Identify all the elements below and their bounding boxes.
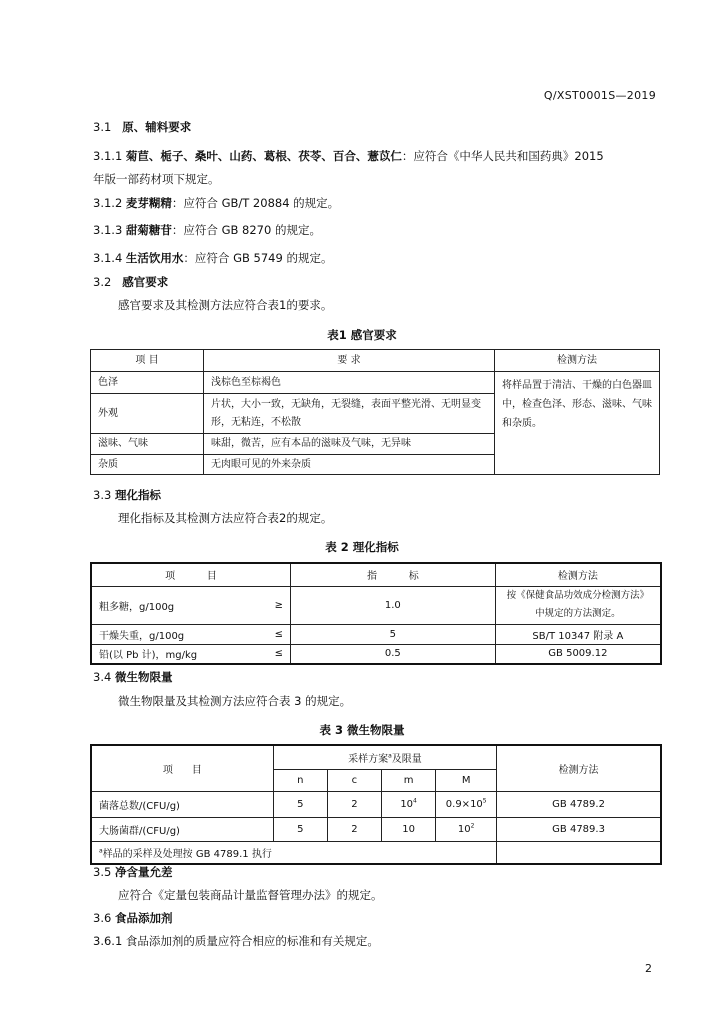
plan-suffix: 及限量 xyxy=(391,753,422,765)
cell-n: 5 xyxy=(273,791,327,817)
clause-label: 菊苣、栀子、桑叶、山药、葛根、茯苓、百合、薏苡仁 xyxy=(125,149,402,163)
clause-text: ：应符合 GB 8270 的规定。 xyxy=(171,223,321,237)
cell-M xyxy=(436,817,497,841)
cell-method: GB 5009.12 xyxy=(495,644,661,664)
plan-label: 采样方案 xyxy=(348,753,389,765)
table-row xyxy=(91,791,661,817)
section-3-5-heading xyxy=(93,864,172,880)
header-item: 项 目 xyxy=(91,563,290,586)
cell-method: 按《保健食品功效成分检测方法》中规定的方法测定。 xyxy=(495,586,661,624)
cell-operator: ≤ xyxy=(254,644,290,664)
note-text: 样品的采样及处理按 GB 4789.1 执行 xyxy=(102,848,272,860)
cell-item: 杂质 xyxy=(91,455,204,475)
cell-value: 0.5 xyxy=(290,644,495,664)
section-3-6-heading xyxy=(93,910,172,926)
cell-item: 外观 xyxy=(91,394,204,434)
table-row xyxy=(91,624,661,644)
cell-c: 2 xyxy=(327,817,381,841)
cell-value: 1.0 xyxy=(290,586,495,624)
section-title: 理化指标 xyxy=(114,488,161,502)
section-number: 3.5 xyxy=(93,865,112,879)
section-3-3-text: 理化指标及其检测方法应符合表2的规定。 xyxy=(118,511,333,525)
cell-requirement: 片状，大小一致，无缺角，无裂缝，表面平整光滑、无明显变形，无粘连，不松散 xyxy=(204,394,495,434)
header-item: 项 目 xyxy=(91,350,204,372)
table1-caption: 表1 感官要求 xyxy=(327,328,397,342)
section-3-4-heading xyxy=(93,669,172,685)
table2-physicochemical xyxy=(90,562,662,665)
page-number: 2 xyxy=(645,962,652,975)
exponent: 2 xyxy=(470,822,475,830)
clause-3-1-1-continuation: 年版一部药材项下规定。 xyxy=(93,172,220,186)
empty-cell xyxy=(497,841,661,864)
document-code: Q/XST0001S—2019 xyxy=(543,89,656,102)
section-number: 3.6 xyxy=(93,911,112,925)
section-3-4-text: 微生物限量及其检测方法应符合表 3 的规定。 xyxy=(118,694,352,708)
cell-m xyxy=(381,791,435,817)
cell-requirement: 味甜，微苦，应有本品的滋味及气味，无异味 xyxy=(204,434,495,455)
section-title: 净含量允差 xyxy=(114,865,173,879)
cell-c: 2 xyxy=(327,791,381,817)
section-title: 微生物限量 xyxy=(114,670,173,684)
clause-3-1-4 xyxy=(93,250,332,266)
header-method: 检测方法 xyxy=(495,563,661,586)
table1-sensory xyxy=(90,349,660,475)
cell-requirement: 无肉眼可见的外来杂质 xyxy=(204,455,495,475)
exponent: 5 xyxy=(482,797,487,805)
section-3-5-text: 应符合《定量包装商品计量监督管理办法》的规定。 xyxy=(118,888,383,902)
clause-label: 甜菊糖苷 xyxy=(125,223,172,237)
section-3-2-heading xyxy=(93,274,168,290)
clause-number: 3.6.1 xyxy=(93,934,123,948)
clause-text: ：应符合 GB/T 20884 的规定。 xyxy=(171,196,340,210)
table-row xyxy=(91,586,661,624)
cell-item: 菌落总数/(CFU/g) xyxy=(91,791,273,817)
table-row xyxy=(91,644,661,664)
header-indicator: 指 标 xyxy=(290,563,495,586)
table-header-row xyxy=(91,563,661,586)
footnote-marker: a xyxy=(388,752,392,760)
cell-item: 色泽 xyxy=(91,372,204,394)
section-number: 3.4 xyxy=(93,670,112,684)
section-number: 3.2 xyxy=(93,275,112,289)
section-3-2-text: 感官要求及其检测方法应符合表1的要求。 xyxy=(118,298,333,312)
cell-M xyxy=(436,791,497,817)
section-3-3-heading xyxy=(93,487,161,503)
table3-caption: 表 3 微生物限量 xyxy=(319,723,405,737)
cell-item: 滋味、气味 xyxy=(91,434,204,455)
cell-item: 铅(以 Pb 计)，mg/kg xyxy=(91,644,254,664)
clause-text: 食品添加剂的质量应符合相应的标准和有关规定。 xyxy=(125,934,379,948)
clause-label: 麦芽糊精 xyxy=(125,196,172,210)
cell-method: 将样品置于清洁、干燥的白色器皿中，检查色泽、形态、滋味、气味和杂质。 xyxy=(495,372,660,475)
clause-3-6-1 xyxy=(93,933,379,949)
clause-number: 3.1.1 xyxy=(93,149,123,163)
header-requirement: 要 求 xyxy=(204,350,495,372)
header-method: 检测方法 xyxy=(495,350,660,372)
cell-value: 5 xyxy=(290,624,495,644)
cell-method: GB 4789.3 xyxy=(497,817,661,841)
clause-3-1-2 xyxy=(93,195,339,211)
header-n: n xyxy=(273,769,327,791)
clause-3-1-3 xyxy=(93,222,321,238)
value: 0.9×10 xyxy=(445,798,483,810)
clause-number: 3.1.2 xyxy=(93,196,123,210)
header-m: m xyxy=(381,769,435,791)
cell-method: GB 4789.2 xyxy=(497,791,661,817)
table3-microbial xyxy=(90,744,662,865)
clause-3-1-1 xyxy=(93,148,604,164)
table-note-row xyxy=(91,841,661,864)
table-row xyxy=(91,372,660,394)
cell-item: 粗多糖，g/100g xyxy=(91,586,254,624)
header-c: c xyxy=(327,769,381,791)
exponent: 4 xyxy=(413,797,417,805)
header-M: M xyxy=(436,769,497,791)
value: 10 xyxy=(457,823,471,835)
clause-text: ：应符合 GB 5749 的规定。 xyxy=(183,251,333,265)
cell-item: 大肠菌群/(CFU/g) xyxy=(91,817,273,841)
section-title: 原、辅料要求 xyxy=(122,120,192,134)
section-3-1-heading xyxy=(93,119,191,135)
cell-item: 干燥失重，g/100g xyxy=(91,624,254,644)
cell-requirement: 浅棕色至棕褐色 xyxy=(204,372,495,394)
cell-m xyxy=(381,817,435,841)
section-number: 3.1 xyxy=(93,120,112,134)
table-header-row xyxy=(91,745,661,769)
cell-operator: ≥ xyxy=(254,586,290,624)
table-note xyxy=(91,841,497,864)
section-title: 感官要求 xyxy=(122,275,169,289)
section-number: 3.3 xyxy=(93,488,112,502)
cell-n: 5 xyxy=(273,817,327,841)
cell-method: SB/T 10347 附录 A xyxy=(495,624,661,644)
footnote-marker: a xyxy=(99,847,103,855)
header-item: 项 目 xyxy=(91,745,273,791)
clause-text: ：应符合《中华人民共和国药典》2015 xyxy=(401,149,604,163)
table2-caption: 表 2 理化指标 xyxy=(325,540,399,554)
table-header-row xyxy=(91,350,660,372)
clause-number: 3.1.3 xyxy=(93,223,123,237)
header-sampling-plan xyxy=(273,745,496,769)
value: 10 xyxy=(400,798,414,810)
section-title: 食品添加剂 xyxy=(114,911,173,925)
value: 10 xyxy=(402,823,415,835)
clause-number: 3.1.4 xyxy=(93,251,123,265)
cell-operator: ≤ xyxy=(254,624,290,644)
clause-label: 生活饮用水 xyxy=(125,251,184,265)
header-method: 检测方法 xyxy=(497,745,661,791)
table-row xyxy=(91,817,661,841)
